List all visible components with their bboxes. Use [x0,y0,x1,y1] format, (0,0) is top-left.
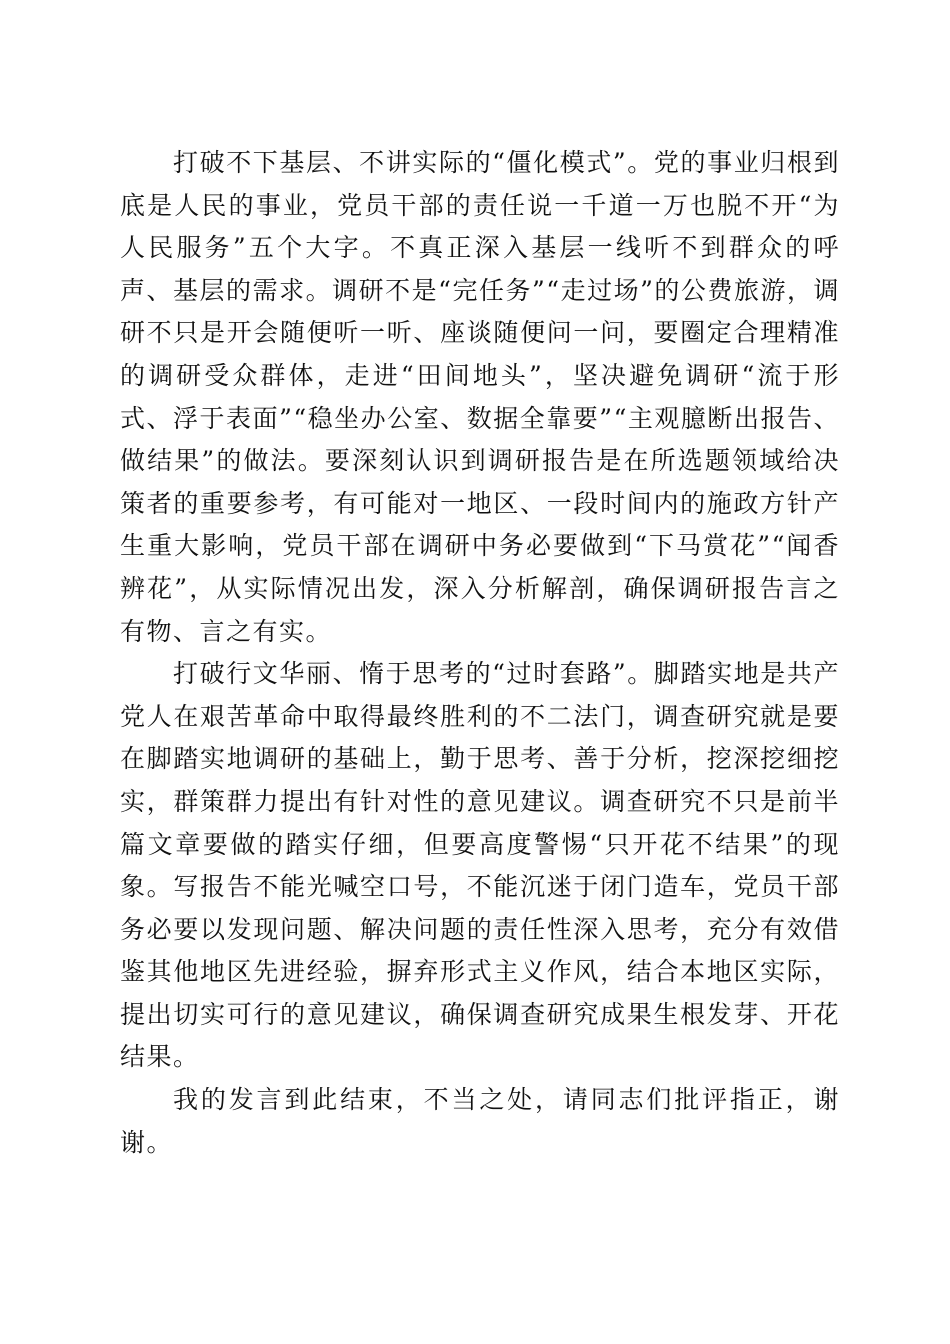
document-body [120,142,840,1164]
paragraph-outdated-routine: 打破行文华丽、惰于思考的“过时套路”。脚踏实地是共产党人在艰苦革命中取得最终胜利的不二法门，调查研究就是要在脚踏实地调研的基础上，勤于思考、善于分析，挖深挖细挖实，群策群力提出有针对性的意见建议。调查研究不只是前半篇文章要做的踏实仔细，但要高度警惕“只开花不结果”的现象。写报告不能光喊空口号，不能沉迷于闭门造车，党员干部务必要以发现问题、解决问题的责任性深入思考，充分有效借鉴其他地区先进经验，摒弃形式主义作风，结合本地区实际，提出切实可行的意见建议，确保调查研究成果生根发芽、开花结果。 [120,659,840,1072]
paragraph-rigid-mode: 打破不下基层、不讲实际的“僵化模式”。党的事业归根到底是人民的事业，党员干部的责任说一千道一万也脱不开“为人民服务”五个大字。不真正深入基层一线听不到群众的呼声、基层的需求。调研不是“完任务”“走过场”的公费旅游，调研不只是开会随便听一听、座谈随便问一问，要圈定合理精准的调研受众群体，走进“田间地头”，坚决避免调研“流于形式、浮于表面”“稳坐办公室、数据全靠要”“主观臆断出报告、做结果”的做法。要深刻认识到调研报告是在所选题领域给决策者的重要参考，有可能对一地区、一段时间内的施政方针产生重大影响，党员干部在调研中务必要做到“下马赏花”“闻香辨花”，从实际情况出发，深入分析解剖，确保调研报告言之有物、言之有实。 [120,148,840,646]
paragraph-closing-remarks: 我的发言到此结束，不当之处，请同志们批评指正，谢谢。 [120,1085,840,1157]
